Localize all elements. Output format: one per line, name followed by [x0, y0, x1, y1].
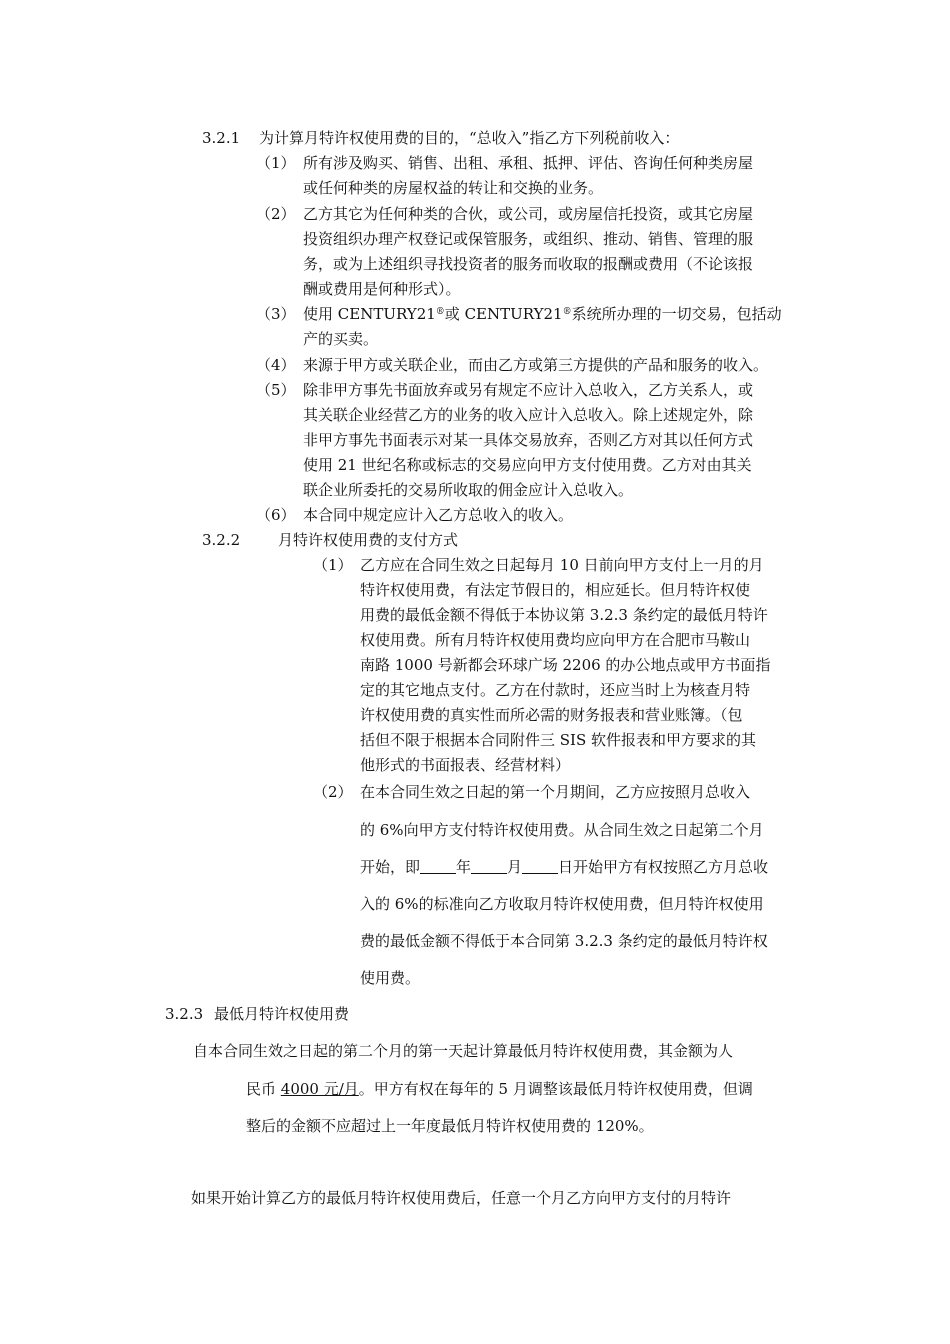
list-item-line: 产的买卖。: [303, 330, 379, 348]
list-item-line: 务，或为上述组织寻找投资者的服务而收取的报酬或费用（不论该报: [303, 255, 754, 273]
blank-day-field: [522, 857, 558, 874]
list-marker: （4）: [256, 356, 296, 374]
list-item-line: 许权使用费的真实性而所必需的财务报表和营业账簿。（包: [360, 706, 743, 724]
list-item-line: 联企业所委托的交易所收取的佣金应计入总收入。: [303, 481, 634, 499]
list-marker: （5）: [256, 381, 296, 399]
paragraph-line: 如果开始计算乙方的最低月特许权使用费后，任意一个月乙方向甲方支付的月特许: [191, 1189, 732, 1207]
list-item-line: 非甲方事先书面表示对某一具体交易放弃，否则乙方对其以任何方式: [303, 431, 754, 449]
list-item-line: 酬或费用是何种形式）。: [303, 280, 461, 298]
list-marker: （1）: [313, 556, 353, 574]
section-heading-3-2-1: 为计算月特许权使用费的目的，“总收入”指乙方下列税前收入：: [259, 129, 680, 147]
list-item-line: 本合同中规定应计入乙方总收入的收入。: [303, 506, 574, 524]
list-marker: （2）: [313, 783, 353, 801]
list-item-line: 用费的最低金额不得低于本协议第 3.2.3 条约定的最低月特许: [360, 606, 768, 624]
list-item-line: 入的 6%的标准向乙方收取月特许权使用费，但月特许权使用: [360, 895, 764, 913]
section-number-3-2-2: 3.2.2: [202, 531, 241, 549]
list-item-line: 所有涉及购买、销售、出租、承租、抵押、评估、咨询任何种类房屋: [303, 154, 754, 172]
list-item-line: 括但不限于根据本合同附件三 SIS 软件报表和甲方要求的其: [360, 731, 757, 749]
list-item-line: 使用 CENTURY21®或 CENTURY21®系统所办理的一切交易，包括动: [303, 305, 782, 323]
paragraph-line: 自本合同生效之日起的第二个月的第一天起计算最低月特许权使用费，其金额为人: [193, 1042, 734, 1060]
list-item-line: 除非甲方事先书面放弃或另有规定不应计入总收入，乙方关系人，或: [303, 381, 754, 399]
list-item-line: 开始，即 年 月 日开始甲方有权按照乙方月总收: [360, 858, 769, 876]
list-item-line: 权使用费。所有月特许权使用费均应向甲方在合肥市马鞍山: [360, 631, 751, 649]
list-item-line: 他形式的书面报表、经营材料）: [360, 756, 571, 774]
list-item-line: 乙方应在合同生效之日起每月 10 日前向甲方支付上一月的月: [360, 556, 764, 574]
section-heading-3-2-2: 月特许权使用费的支付方式: [278, 531, 459, 549]
list-item-line: 使用 21 世纪名称或标志的交易应向甲方支付使用费。乙方对由其关: [303, 456, 752, 474]
list-item-line: 的 6%向甲方支付特许权使用费。从合同生效之日起第二个月: [360, 821, 764, 839]
list-item-line: 来源于甲方或关联企业，而由乙方或第三方提供的产品和服务的收入。: [303, 356, 769, 374]
blank-month-field: [471, 857, 507, 874]
section-number-3-2-3: 3.2.3: [165, 1005, 204, 1023]
list-item-line: 在本合同生效之日起的第一个月期间，乙方应按照月总收入: [360, 783, 751, 801]
list-marker: （2）: [256, 205, 296, 223]
fee-amount: 4000 元/月: [280, 1080, 359, 1098]
list-marker: （3）: [256, 305, 296, 323]
list-marker: （1）: [256, 154, 296, 172]
paragraph-line: 民币 4000 元/月。甲方有权在每年的 5 月调整该最低月特许权使用费，但调: [246, 1080, 753, 1098]
section-number-3-2-1: 3.2.1: [202, 129, 241, 147]
list-marker: （6）: [256, 506, 296, 524]
list-item-line: 或任何种类的房屋权益的转让和交换的业务。: [303, 179, 604, 197]
list-item-line: 定的其它地点支付。乙方在付款时，还应当时上为核查月特: [360, 681, 751, 699]
list-item-line: 费的最低金额不得低于本合同第 3.2.3 条约定的最低月特许权: [360, 932, 768, 950]
list-item-line: 特许权使用费，有法定节假日的，相应延长。但月特许权使: [360, 581, 751, 599]
list-item-line: 南路 1000 号新都会环球广场 2206 的办公地点或甲方书面指: [360, 656, 771, 674]
list-item-line: 其关联企业经营乙方的业务的收入应计入总收入。除上述规定外，除: [303, 406, 754, 424]
blank-year-field: [420, 857, 456, 874]
list-item-line: 投资组织办理产权登记或保管服务，或组织、推动、销售、管理的服: [303, 230, 754, 248]
paragraph-line: 整后的金额不应超过上一年度最低月特许权使用费的 120%。: [246, 1117, 654, 1135]
list-item-line: 乙方其它为任何种类的合伙，或公司，或房屋信托投资，或其它房屋: [303, 205, 754, 223]
section-heading-3-2-3: 最低月特许权使用费: [214, 1005, 350, 1023]
list-item-line: 使用费。: [360, 969, 421, 987]
